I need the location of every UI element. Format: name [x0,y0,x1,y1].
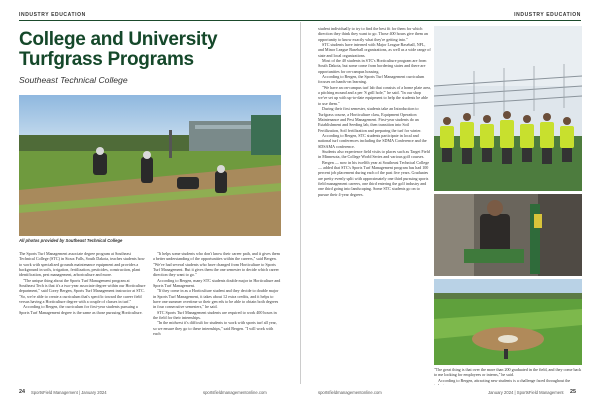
paragraph: STC Sports Turf Management students are required to work 400 hours in the field for their internships. [153,309,277,321]
paragraph: According to Bergen, STC students participate in local and national turf conferences including the SDMA Conference and the SDSAMA conference. [318,132,427,149]
paragraph: The Sports Turf Management associate degree program at Southeast Technical College (STC) in Sioux Falls, South Dakota, teaches students how to work with specialized grounds maintenance equipment and provides a background in soils, irrigation, fertilization, pesticides, construction, plant identification, pest management, arboriculture and more. [19,251,145,278]
paragraph: According to Bergen, attracting new students is a challenge faced throughout the [438,377,571,383]
article-title-line1: College and University [19,29,218,50]
photo-crowd-in-vests [434,26,582,191]
photo-student-with-equipment [434,194,582,276]
text-column-3 [318,26,431,383]
spacer-2 [318,384,319,385]
article-subtitle: Southeast Technical College [19,75,128,85]
photo-players-on-field [19,95,281,236]
paragraph: student individually to try to find the best fit for them for which direction they think they want to go. Those 400 hours give them an opportunity to know exactly what they're getting into." [318,26,428,42]
paragraph: According to Bergen, the Sports Turf Management curriculum focuses on hands-on learning. [318,74,425,85]
right-publication: January 2024 | SportsField Management [488,390,564,395]
text-column-4 [434,367,582,385]
paragraph: "If they come in as a Horticulture student and they decide to double major in Sports Turf Management, it takes about 12 extra credits, and it helps to have one summer overtime so their gen eds to be able to obtain both degrees in four consecutive semesters," he said. [153,288,279,310]
paragraph: "The great thing is that over the more than 200 graduated in the field, and they come back to me looking for employees or interns," he said. [434,367,582,378]
right-section-label: INDUSTRY EDUCATION [514,12,581,18]
text-column-2 [153,251,281,383]
spacer [434,281,435,282]
left-section-label: INDUSTRY EDUCATION [19,12,86,18]
paragraph: According to Bergen, many STC students double major in Horticulture and Sports Turf Management. [153,277,281,289]
photo-turf-lab [434,279,582,365]
paragraph: Students also experience field visits to places such as Target Field in Minnesota, the College World Series and various golf courses. [318,148,430,160]
header-rule [19,20,581,21]
right-page-number: 25 [570,389,576,395]
photo-caption: All photos provided by Southeast Technical College [19,238,123,243]
photo-student-equipment [434,194,582,276]
photo-turf-marking [434,279,582,365]
paragraph: "We have an on-campus turf lab that consists of a home plate area, a pitching mound and a per 'S grill hole,'" he said. "In our shop we've set up with up-to-date equipment to help the students be able to use them." [318,84,431,106]
paragraph: "It helps some students who don't know their career path, and it gives them a better understanding of the opportunities within the careers," said Bergen. "We've had several students who have changed from Horticulture to Sports Turf Management. But it gives them the one semester to decide which career direction they want to go." [153,251,280,278]
photo-group-vests [434,26,582,191]
left-page-number: 24 [19,389,25,395]
paragraph: Bergen — now in his twelfth year at Southeast Technical College — added that STC's Sports Turf Management program has had 100 percent job placement during each of the past five years. Graduates are pretty evenly split with approximately one third pursuing sports field management careers, one third entering the golf industry and one third going into landscaping. Some STC students go on to pursue their 4-year degrees. [318,159,430,197]
right-url: sportsfieldmanagementonline.com [318,390,382,395]
left-publication: SportsField Management | January 2024 [31,390,107,395]
paragraph: "The unique thing about the Sports Turf Management program at Southeast Tech is that it's a two-year associate degree within our Horticulture department," said Corey Bergen, Sports Turf Management instructor at STC. "So, we're able to create a curriculum that's specific toward the career field versus having a Horticulture degree with a couple of classes in turf." [19,277,146,305]
paragraph: According to Bergen, the curriculum for first-year students pursuing a Sports Turf Management degree is the same as those pursuing Horticulture. [19,304,143,315]
article-title-line2: Turfgrass Programs [19,49,194,70]
paragraph: Most of the 40 students in STC's Horticulture program are from South Dakota, but some come from bordering states and there are opportunities for on-campus housing. [318,58,427,74]
main-photo [19,95,281,236]
page-gutter [300,22,301,384]
left-url: sportsfieldmanagementonline.com [203,390,267,395]
paragraph: During their first semester, students take an Introduction to Turfgrass course, a Horticulture class, Equipment Operation Maintenance and Pest Management. First-year students do an Establishment and Seeding lab, then transition into Soil Fertilization, Soil fertilization and preparing the turf for winter. [318,106,422,133]
text-column-1 [19,251,146,383]
paragraph: STC students have interned with Major League Baseball, NFL, and Minor League Baseball organizations, as well as a wide range of state and local organizations. [318,42,431,58]
paragraph: "In the midwest it's difficult for students to work with sports turf all year, so we ensure they go to these internships," said Bergen. "I will work with each [153,320,277,337]
